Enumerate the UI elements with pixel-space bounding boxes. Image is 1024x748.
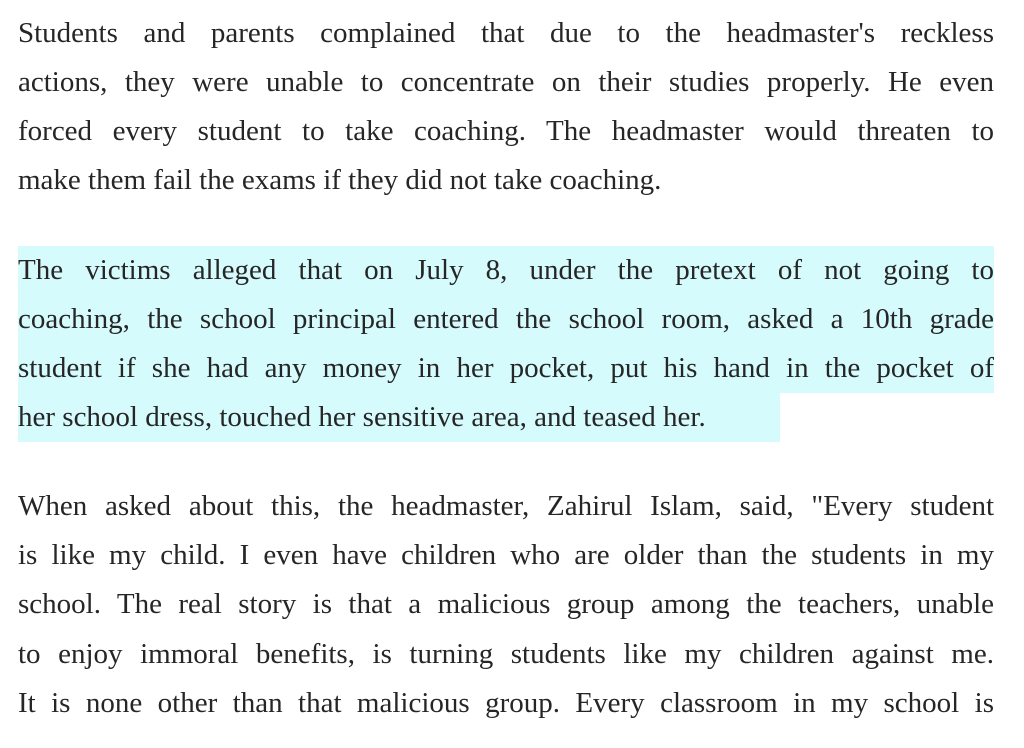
paragraph-3-line: school. The real story is that a malicious group among the teachers, unable	[18, 588, 994, 620]
paragraph-3-line: to enjoy immoral benefits, is turning students like my children against me.	[18, 638, 994, 670]
paragraph-3-line: It is none other than that malicious group. Every classroom in my school is	[18, 687, 994, 719]
paragraph-2-line: The victims alleged that on July 8, under the pretext of not going to	[18, 254, 994, 286]
paragraph-2-line: student if she had any money in her pocket, put his hand in the pocket of	[18, 352, 994, 384]
paragraph-1-line: Students and parents complained that due to the headmaster's reckless	[18, 17, 994, 49]
paragraph-1-line: make them fail the exams if they did not take coaching.	[18, 164, 662, 196]
paragraph-1-line: forced every student to take coaching. The headmaster would threaten to	[18, 115, 994, 147]
paragraph-3-line: When asked about this, the headmaster, Zahirul Islam, said, "Every student	[18, 490, 994, 522]
paragraph-2-line: coaching, the school principal entered the school room, asked a 10th grade	[18, 303, 994, 335]
paragraph-1-line: actions, they were unable to concentrate on their studies properly. He even	[18, 66, 994, 98]
paragraph-3-line: is like my child. I even have children who are older than the students in my	[18, 539, 994, 571]
paragraph-2-line: her school dress, touched her sensitive area, and teased her.	[18, 401, 706, 433]
